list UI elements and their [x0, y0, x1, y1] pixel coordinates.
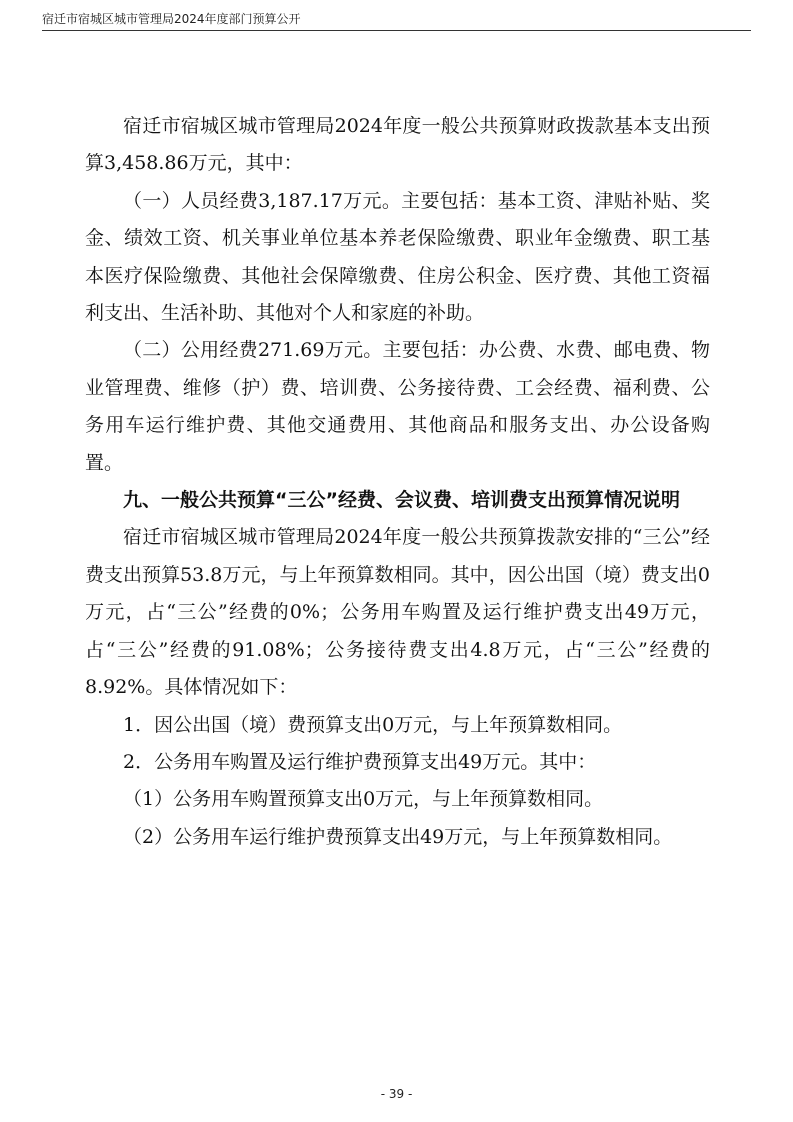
section-heading-three-public: 九、一般公共预算“三公”经费、会议费、培训费支出预算情况说明 [123, 489, 680, 512]
paragraph-vehicle-total: 2．公务用车购置及运行维护费预算支出49万元。其中： [123, 750, 597, 773]
page-header: 宿迁市宿城区城市管理局2024年度部门预算公开 [42, 12, 301, 26]
document-body [85, 108, 710, 856]
paragraph-vehicle-operation: （2）公务用车运行维护费预算支出49万元，与上年预算数相同。 [123, 825, 673, 848]
paragraph-personnel-funds: （一）人员经费3,187.17万元。主要包括：基本工资、津贴补贴、奖金、绩效工资、机关事业单位基本养老保险缴费、职业年金缴费、职工基本医疗保险缴费、其他社会保障缴费、住房公积金、医疗费、其他工资福利支出、生活补助、其他对个人和家庭的补助。 [85, 189, 710, 325]
paragraph-public-funds: （二）公用经费271.69万元。主要包括：办公费、水费、邮电费、物业管理费、维修（护）费、培训费、公务接待费、工会经费、福利费、公务用车运行维护费、其他交通费用、其他商品和服务支出、办公设备购置。 [85, 339, 710, 474]
paragraph-overseas-travel: 1．因公出国（境）费预算支出0万元，与上年预算数相同。 [123, 713, 623, 736]
header-divider [42, 30, 751, 31]
paragraph-basic-expenditure: 宿迁市宿城区城市管理局2024年度一般公共预算财政拨款基本支出预算3,458.86万元，其中： [85, 115, 710, 175]
page-number: - 39 - [380, 1087, 413, 1101]
paragraph-vehicle-purchase: （1）公务用车购置预算支出0万元，与上年预算数相同。 [123, 788, 604, 811]
paragraph-three-public-summary: 宿迁市宿城区城市管理局2024年度一般公共预算拨款安排的“三公”经费支出预算53.8万元，与上年预算数相同。其中，因公出国（境）费支出0万元，占“三公”经费的0%；公务用车购置及运行维护费支出49万元，占“三公”经费的91.08%；公务接待费支出4.8万元，占“三公”经费的8.92%。具体情况如下： [85, 526, 710, 699]
